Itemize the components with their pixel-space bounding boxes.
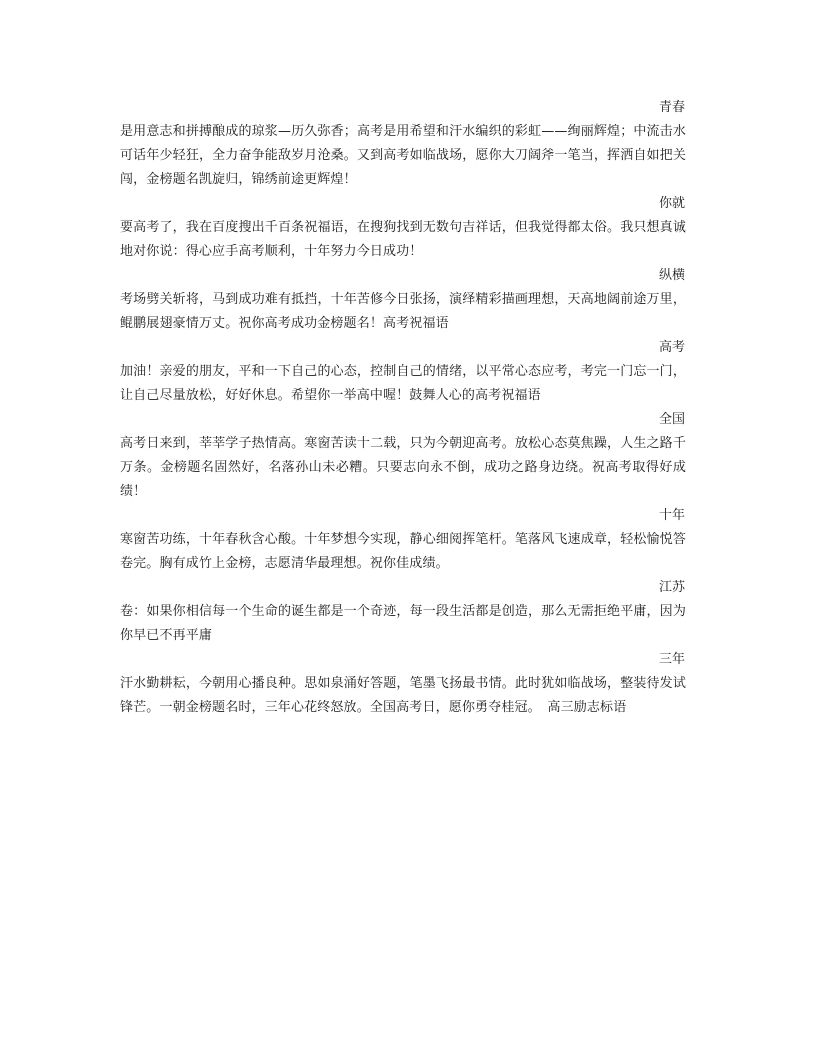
section-heading: 江苏 (658, 580, 685, 595)
section-heading: 十年 (658, 508, 685, 523)
section-heading: 纵横 (658, 268, 685, 283)
section-paragraph: 卷：如果你相信每一个生命的诞生都是一个奇迹，每一段生活都是创造，那么无需拒绝平庸，因为你早已不再平庸 (120, 604, 686, 643)
section-paragraph: 寒窗苦功练，十年春秋含心酸。十年梦想今实现，静心细阅挥笔杆。笔落风飞速成章，轻松愉悦答卷完。胸有成竹上金榜，志愿清华最理想。祝你佳成绩。 (120, 532, 686, 571)
section-heading: 你就 (658, 196, 685, 211)
section-paragraph: 汗水勤耕耘，今朝用心播良种。思如泉涌好答题，笔墨飞扬最书情。此时犹如临战场，整装待发试锋芒。一朝金榜题名时，三年心花终怒放。全国高考日，愿你勇夺桂冠。 高三励志标语 (120, 676, 686, 715)
section-heading: 全国 (658, 412, 685, 427)
section-heading: 青春 (658, 100, 685, 115)
section-paragraph: 考场劈关斩将，马到成功难有抵挡，十年苦修今日张扬，演绎精彩描画理想，天高地阔前途万里，鲲鹏展翅豪情万丈。祝你高考成功金榜题名！高考祝福语 (120, 292, 686, 331)
section-paragraph: 是用意志和拼搏酿成的琼浆—历久弥香；高考是用希望和汗水编织的彩虹——绚丽辉煌；中流击水可话年少轻狂，全力奋争能敌岁月沧桑。又到高考如临战场，愿你大刀阔斧一笔当，挥洒自如把关闯，金榜题名凯旋归，锦绣前途更辉煌！ (120, 124, 686, 187)
section-heading: 高考 (658, 340, 685, 355)
section-paragraph: 要高考了，我在百度搜出千百条祝福语，在搜狗找到无数句吉祥话，但我觉得都太俗。我只想真诚地对你说：得心应手高考顺利，十年努力今日成功！ (120, 220, 686, 259)
document-body (120, 96, 686, 720)
section-paragraph: 加油！亲爱的朋友，平和一下自己的心态，控制自己的情绪，以平常心态应考，考完一门忘一门，让自己尽量放松，好好休息。希望你一举高中喔！鼓舞人心的高考祝福语 (120, 364, 686, 403)
section-paragraph: 高考日来到，莘莘学子热情高。寒窗苦读十二载，只为今朝迎高考。放松心态莫焦躁，人生之路千万条。金榜题名固然好，名落孙山未必糟。只要志向永不倒，成功之路身边绕。祝高考取得好成绩！ (120, 436, 686, 499)
section-heading: 三年 (658, 652, 685, 667)
